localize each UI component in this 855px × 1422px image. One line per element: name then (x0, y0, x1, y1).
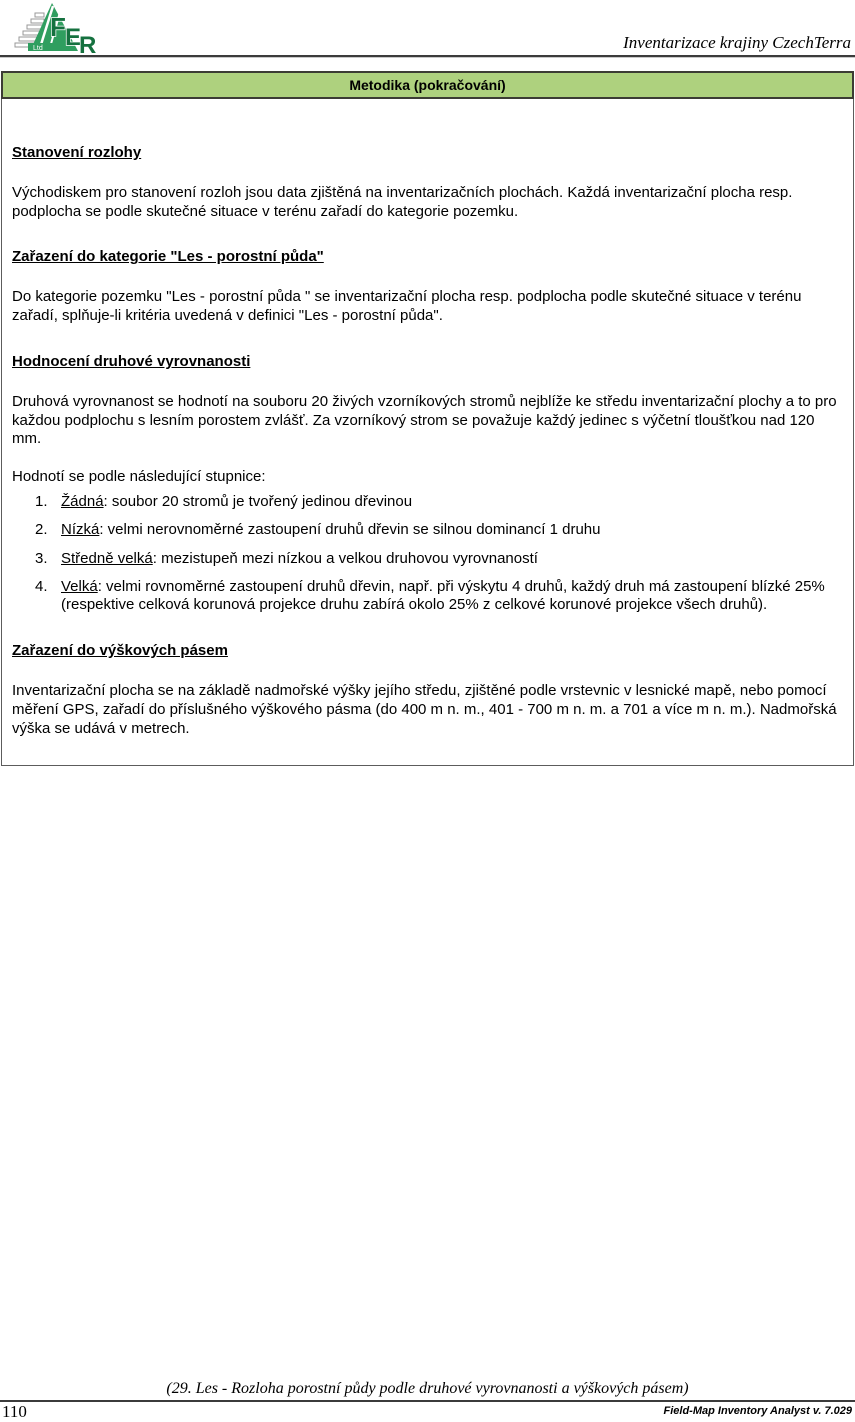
page-number: 110 (2, 1402, 27, 1421)
list-item-label: Velká (61, 577, 98, 595)
heading-stanoveni-rozlohy: Stanovení rozlohy (12, 144, 142, 161)
ifer-logo-icon (8, 3, 108, 53)
list-item (12, 521, 843, 540)
heading-vyskova-pasma: Zařazení do výškových pásem (12, 642, 228, 660)
list-item-body (61, 493, 843, 512)
list-item-number: 2. (35, 521, 48, 539)
list-item-body (61, 550, 843, 569)
list-item (12, 578, 843, 615)
journal-title: Inventarizace krajiny CzechTerra (623, 33, 851, 52)
list-item-label: Nízká (61, 521, 100, 539)
content-box (1, 99, 854, 766)
section-title-bar (1, 71, 854, 99)
paragraph: Druhová vyrovnanost se hodnotí na souboru 20 živých vzorníkových stromů nejblíže ke středu inventarizační plochy a to pro každou podplochu s lesním porostem zvlášť. Za vzorníkový strom se považuje každý jedinec s výčetní tloušťkou nad 120 mm. (12, 392, 837, 448)
list-item-text: : velmi rovnoměrné zastoupení druhů dřevin, např. při výskytu 4 druhů, každý druh má zastoupení blízké 25% (respektive celková korunová projekce druhu zabírá okolo 25% z celkové korunové projekce všech druhů). (61, 577, 825, 614)
list-item-number: 4. (35, 577, 48, 595)
list-item-text: : soubor 20 stromů je tvořený jedinou dřevinou (103, 493, 413, 511)
app-version: Field-Map Inventory Analyst v. 7.029 (663, 1405, 852, 1417)
paragraph-scale-intro: Hodnotí se podle následující stupnice: (12, 467, 266, 485)
footer-caption: (29. Les - Rozloha porostní půdy podle druhové vyrovnanosti a výškových pásem) (166, 1380, 689, 1397)
list-item (12, 550, 843, 569)
paragraph: Východiskem pro stanovení rozloh jsou data zjištěná na inventarizačních plochách. Každá inventarizační plocha resp. podplocha se podle skutečné situace v terénu zařadí do kategorie pozemku. (12, 184, 793, 220)
section-title-label: Metodika (pokračování) (349, 77, 506, 93)
paragraph: Do kategorie pozemku "Les - porostní půda " se inventarizační plocha resp. podplocha podle skutečné situace v terénu zařadí, splňuje-li kritéria uvedená v definici "Les - porostní půda". (12, 288, 802, 325)
list-item-text: : mezistupeň mezi nízkou a velkou druhovou vyrovnaností (152, 549, 538, 567)
logo-letter-r: R (79, 32, 97, 53)
logo-letter-e: E (65, 24, 82, 51)
list-item-label: Žádná (61, 493, 104, 511)
heading-zarazeni-kategorie: Zařazení do kategorie "Les - porostní půda" (12, 248, 324, 266)
paragraph: Inventarizační plocha se na základě nadmořské výšky jejího středu, zjištěné podle vrstevnic v lesnické mapě, nebo pomocí měření GPS, zařadí do příslušného výškového pásma (do 400 m n. m., 401 - 700 m n. m. a 701 a více m n. m.). Nadmořská výška se udává v metrech. (12, 682, 837, 737)
heading-hodnoceni-vyrovnanosti: Hodnocení druhové vyrovnanosti (12, 352, 251, 370)
list-item-number: 3. (35, 549, 48, 567)
list-item-number: 1. (35, 493, 48, 511)
footer-rule (0, 1400, 855, 1402)
list-item (12, 493, 843, 512)
list-item-label: Středně velká (61, 549, 153, 567)
rating-scale-list (12, 493, 843, 615)
list-item-body (61, 578, 843, 615)
logo-sub-text: Ltd (33, 45, 43, 52)
list-item-body (61, 521, 843, 540)
header-rule (0, 55, 855, 58)
list-item-text: : velmi nerovnoměrné zastoupení druhů dřevin se silnou dominancí 1 druhu (99, 521, 601, 539)
logo-letter-f: F (50, 12, 66, 42)
